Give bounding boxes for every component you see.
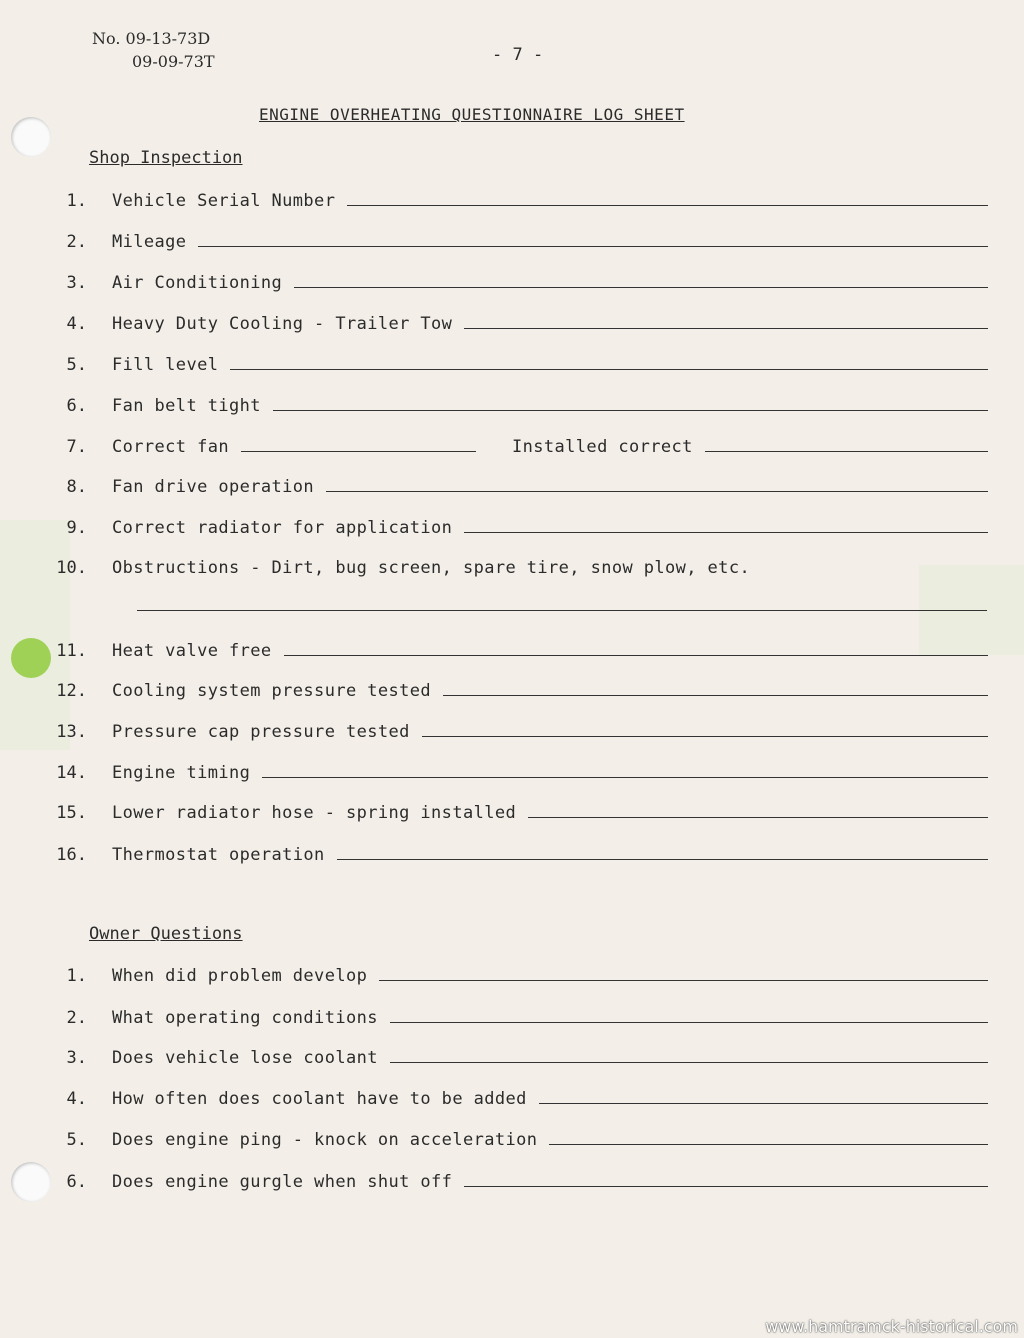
item-number: 12. — [56, 681, 87, 701]
form-row — [0, 510, 1000, 538]
answer-line[interactable] — [528, 817, 988, 818]
form-row — [0, 958, 1000, 986]
item-number: 1. — [66, 191, 87, 211]
document-number — [92, 27, 215, 73]
form-row — [0, 469, 1000, 497]
answer-line[interactable] — [422, 736, 988, 737]
answer-line[interactable] — [539, 1103, 988, 1104]
answer-line[interactable] — [705, 451, 988, 452]
form-row — [0, 429, 1000, 457]
item-label: Vehicle Serial Number — [112, 191, 336, 211]
answer-line[interactable] — [464, 1186, 988, 1187]
item-label: Does engine ping - knock on acceleration — [112, 1130, 538, 1150]
item-label: When did problem develop — [112, 966, 368, 986]
answer-line[interactable] — [443, 695, 988, 696]
item-label: Mileage — [112, 232, 187, 252]
item-label: Cooling system pressure tested — [112, 681, 432, 701]
answer-line[interactable] — [137, 610, 987, 611]
item-number: 7. — [66, 437, 87, 457]
binder-hole-top — [11, 117, 51, 157]
answer-line[interactable] — [294, 287, 988, 288]
item-label: Fill level — [112, 355, 219, 375]
form-row — [0, 183, 1000, 211]
form-row — [0, 265, 1000, 293]
item-number: 3. — [66, 273, 87, 293]
item-number: 6. — [66, 396, 87, 416]
document-number-line1: No. 09-13-73D — [92, 29, 211, 48]
item-number: 8. — [66, 477, 87, 497]
form-row — [0, 673, 1000, 701]
item-label: How often does coolant have to be added — [112, 1089, 527, 1109]
form-row — [0, 1122, 1000, 1150]
answer-line[interactable] — [230, 369, 988, 370]
page-number: - 7 - — [492, 45, 544, 65]
item-label: Heavy Duty Cooling - Trailer Tow — [112, 314, 453, 334]
item-label: Fan belt tight — [112, 396, 261, 416]
form-row — [0, 714, 1000, 742]
item-number: 1. — [66, 966, 87, 986]
item-number: 16. — [56, 845, 87, 865]
item-number: 5. — [66, 1130, 87, 1150]
form-row — [0, 388, 1000, 416]
item-label: Correct fan — [112, 437, 229, 457]
item-number: 4. — [66, 314, 87, 334]
answer-line[interactable] — [337, 859, 988, 860]
item-label-secondary: Installed correct — [511, 437, 693, 457]
form-row — [0, 224, 1000, 252]
answer-line[interactable] — [464, 532, 988, 533]
page-title: ENGINE OVERHEATING QUESTIONNAIRE LOG SHEET — [259, 105, 685, 124]
form-row — [0, 306, 1000, 334]
answer-line[interactable] — [284, 655, 988, 656]
form-row — [0, 1164, 1000, 1192]
item-label: Does engine gurgle when shut off — [112, 1172, 453, 1192]
form-row — [0, 347, 1000, 375]
item-number: 14. — [56, 763, 87, 783]
form-row — [0, 1000, 1000, 1028]
item-label: Fan drive operation — [112, 477, 315, 497]
item-number: 11. — [56, 641, 87, 661]
item-label: Air Conditioning — [112, 273, 283, 293]
item-label: Thermostat operation — [112, 845, 325, 865]
item-label: Does vehicle lose coolant — [112, 1048, 378, 1068]
answer-line[interactable] — [273, 410, 988, 411]
form-row — [0, 837, 1000, 865]
item-number: 13. — [56, 722, 87, 742]
answer-line[interactable] — [241, 451, 476, 452]
answer-line[interactable] — [390, 1022, 988, 1023]
answer-line[interactable] — [390, 1062, 988, 1063]
answer-line[interactable] — [549, 1144, 988, 1145]
item-number: 15. — [56, 803, 87, 823]
item-label: Obstructions - Dirt, bug screen, spare tire, snow plow, etc. — [112, 558, 751, 578]
item-label: Correct radiator for application — [112, 518, 453, 538]
item-label: Engine timing — [112, 763, 251, 783]
item-number: 10. — [56, 558, 87, 578]
form-row — [0, 1040, 1000, 1068]
answer-line[interactable] — [464, 328, 988, 329]
item-number: 2. — [66, 232, 87, 252]
answer-line[interactable] — [379, 980, 988, 981]
item-number: 2. — [66, 1008, 87, 1028]
item-label: Heat valve free — [112, 641, 272, 661]
item-label: What operating conditions — [112, 1008, 378, 1028]
form-row — [0, 550, 1000, 578]
item-number: 3. — [66, 1048, 87, 1068]
form-row — [0, 795, 1000, 823]
document-number-line2: 09-09-73T — [132, 52, 215, 71]
item-label: Pressure cap pressure tested — [112, 722, 410, 742]
form-row — [0, 633, 1000, 661]
answer-line[interactable] — [262, 777, 988, 778]
section-heading-shop-inspection: Shop Inspection — [89, 148, 243, 168]
item-label: Lower radiator hose - spring installed — [112, 803, 517, 823]
answer-line[interactable] — [326, 491, 988, 492]
item-number: 6. — [66, 1172, 87, 1192]
answer-line[interactable] — [347, 205, 988, 206]
item-number: 5. — [66, 355, 87, 375]
item-number: 9. — [66, 518, 87, 538]
form-row — [0, 755, 1000, 783]
section-heading-owner-questions: Owner Questions — [89, 924, 243, 944]
site-watermark: www.hamtramck-historical.com — [765, 1317, 1018, 1336]
item-number: 4. — [66, 1089, 87, 1109]
answer-line[interactable] — [198, 246, 988, 247]
form-row — [0, 1081, 1000, 1109]
